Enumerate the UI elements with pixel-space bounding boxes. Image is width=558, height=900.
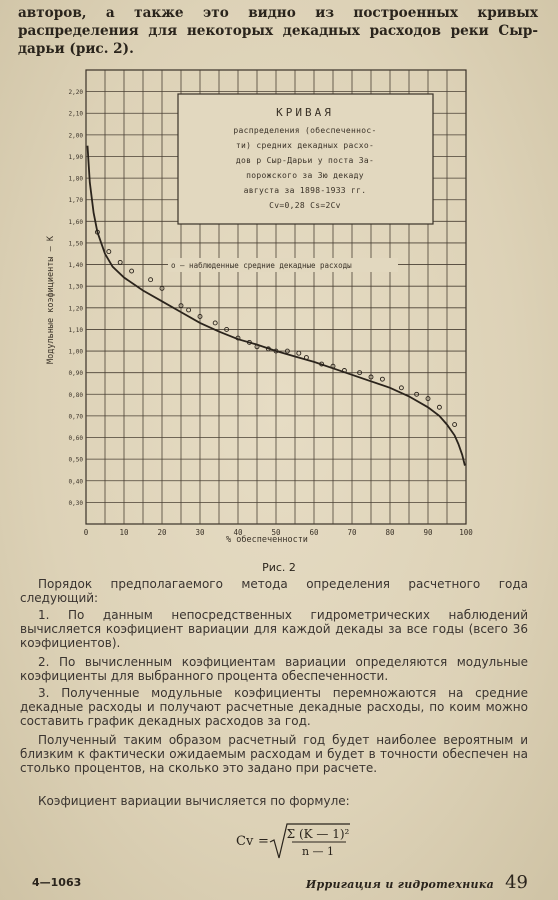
y-tick-label: 1,70 <box>68 197 83 205</box>
chart-title-line: августа за 1898-1933 гг. <box>243 186 367 195</box>
x-tick-label: 30 <box>195 528 205 537</box>
paragraph-text: 3. Полученные модульные коэфициенты перемножаются на средние декадные расходы и получают расчетные декадные расходы, по коим можно составить график декадных расходов за год. <box>20 686 528 729</box>
y-tick-label: 0,50 <box>68 456 83 464</box>
paragraph-text: Коэфициент вариации вычисляется по формуле: <box>38 794 350 808</box>
legend-entry: о — наблюденные средние декадные расходы <box>171 261 352 270</box>
chart-title-box <box>178 94 433 224</box>
observed-point <box>297 351 301 355</box>
observed-point <box>118 260 122 264</box>
figure-caption: Рис. 2 <box>262 561 296 574</box>
y-tick-label: 0,60 <box>68 435 83 443</box>
formula-lhs: Cv <box>236 834 254 849</box>
paragraph-3 <box>20 655 528 683</box>
paragraph-6 <box>20 794 528 808</box>
observed-point <box>437 405 441 409</box>
observed-point <box>187 308 191 312</box>
x-tick-label: 50 <box>271 528 281 537</box>
paragraph-text: 1. По данным непосредственных гидрометрических наблюдений вычисляется коэфициент вариации для каждой декады за все годы (всего 36 коэфициентов). <box>20 608 528 651</box>
y-tick-label: 1,90 <box>68 153 83 161</box>
chart-title-line: порожского за 3ю декаду <box>246 171 364 180</box>
formula <box>0 818 558 862</box>
y-tick-label: 0,40 <box>68 478 83 486</box>
x-tick-label: 70 <box>347 528 357 537</box>
x-tick-label: 80 <box>385 528 395 537</box>
observed-point <box>213 321 217 325</box>
distribution-chart <box>40 60 500 550</box>
paragraph-text: Полученный таким образом расчетный год будет наиболее вероятным и близким к фактически ожидаемым расходам и будет в точности обеспечен на столько процентов, на сколько это задано при расчете. <box>20 733 528 776</box>
intro-text: авторов, а также это видно из построенных кривых распределения для некоторых декадных расходов реки Сыр-дарьи (рис. 2). <box>18 5 538 57</box>
page-footer <box>306 872 528 893</box>
x-tick-label: 90 <box>423 528 433 537</box>
observed-point <box>399 386 403 390</box>
paragraph-2 <box>20 608 528 651</box>
x-tick-label: 20 <box>157 528 167 537</box>
publication-title: Ирригация и гидротехника <box>305 878 494 891</box>
x-tick-label: 100 <box>459 528 473 537</box>
y-tick-label: 2,00 <box>68 132 83 140</box>
paragraph-1 <box>20 577 528 605</box>
y-tick-label: 1,10 <box>68 326 83 334</box>
y-tick-label: 1,20 <box>68 305 83 313</box>
x-tick-label: 60 <box>309 528 319 537</box>
y-axis-label: Модульные коэфициенты — К <box>46 236 56 364</box>
svg-text:=: = <box>258 834 269 849</box>
y-tick-label: 1,00 <box>68 348 83 356</box>
legend <box>168 258 398 272</box>
chart-title-line: дов р Сыр-Дарьи у поста За- <box>235 156 375 165</box>
y-tick-label: 0,80 <box>68 391 83 399</box>
chart-title-line: Cv=0,28 Cs=2Cv <box>269 201 341 210</box>
y-tick-label: 0,70 <box>68 413 83 421</box>
y-tick-label: 1,80 <box>68 175 83 183</box>
x-tick-label: 0 <box>83 528 89 537</box>
observed-point <box>380 377 384 381</box>
formula-denominator: n — 1 <box>301 845 335 858</box>
chart-title-line: распределения (обеспеченнос- <box>233 126 377 135</box>
x-tick-label: 40 <box>233 528 243 537</box>
paragraph-text: Порядок предполагаемого метода определения расчетного года следующий: <box>20 577 528 606</box>
x-axis-label: % обеспеченности <box>226 535 308 545</box>
y-tick-label: 1,30 <box>68 283 83 291</box>
y-tick-label: 2,20 <box>68 89 83 97</box>
chart-title-line: КРИВАЯ <box>276 106 334 119</box>
y-tick-label: 0,90 <box>68 370 83 378</box>
formula-numerator: Σ (K — 1)² <box>286 827 350 841</box>
paragraph-text: 2. По вычисленным коэфициентам вариации определяются модульные коэфициенты для выбранного процента обеспеченности. <box>20 655 528 684</box>
observed-point <box>149 278 153 282</box>
paragraph-5 <box>20 733 528 776</box>
y-tick-labels <box>69 89 84 507</box>
paragraph-4 <box>20 686 528 729</box>
observed-point <box>130 269 134 273</box>
observed-point <box>107 250 111 254</box>
y-tick-label: 1,50 <box>68 240 83 248</box>
y-tick-label: 1,60 <box>68 218 83 226</box>
printer-signature: 4—1063 <box>32 876 82 889</box>
chart-title-line: ти) средних декадных расхо- <box>235 141 375 150</box>
observed-point <box>453 423 457 427</box>
page-number: 49 <box>505 872 528 893</box>
y-tick-label: 0,30 <box>68 499 83 507</box>
x-tick-label: 10 <box>119 528 129 537</box>
y-tick-label: 1,40 <box>68 262 83 270</box>
y-tick-label: 2,10 <box>68 110 83 118</box>
